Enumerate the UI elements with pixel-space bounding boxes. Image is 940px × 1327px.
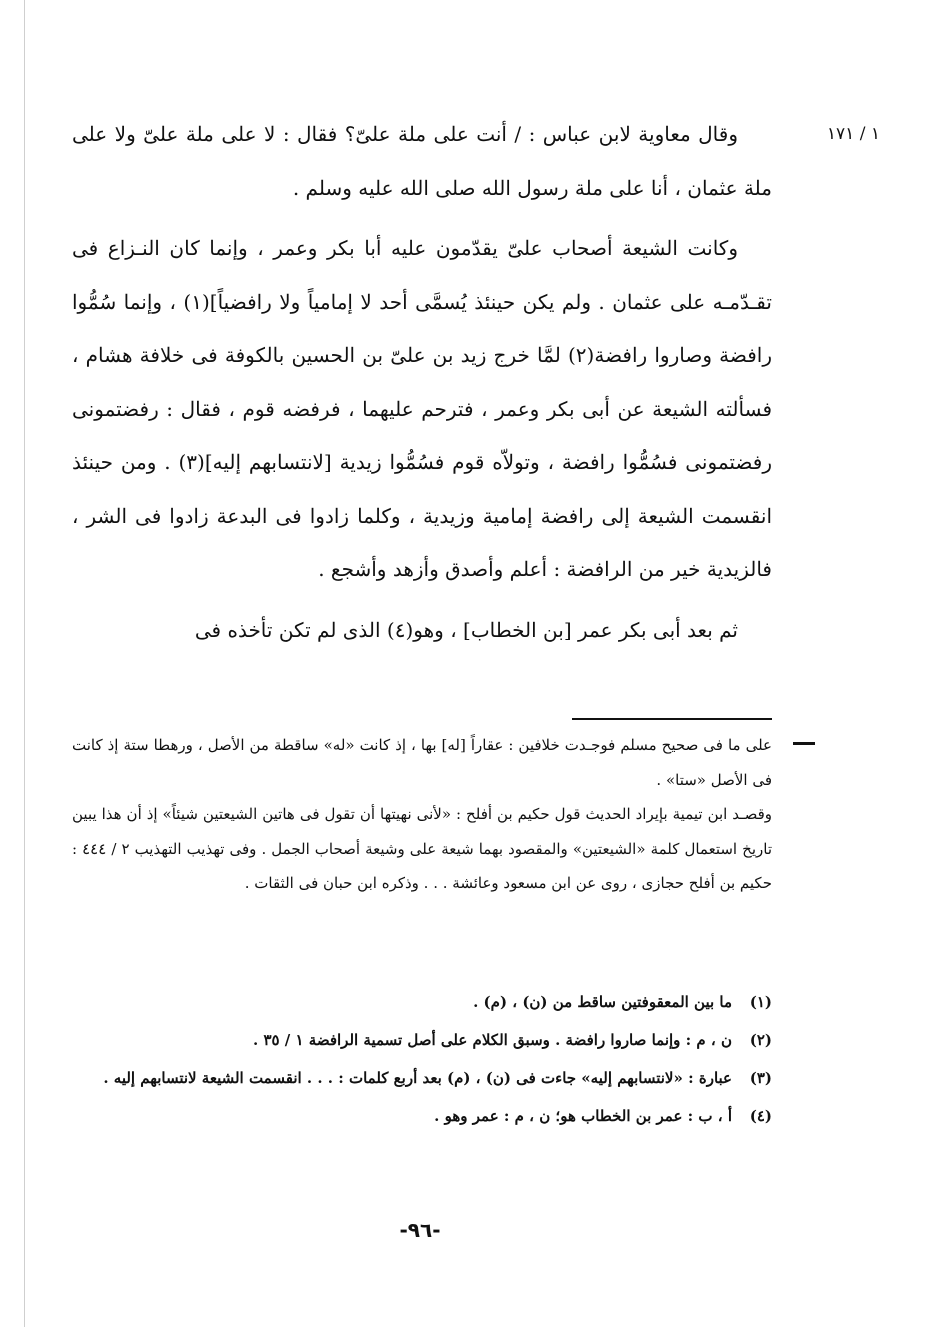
footnotes-list — [72, 985, 772, 1137]
footnote-text: أ ، ب : عمر بن الخطاب هو؛ ن ، م : عمر وهو . — [434, 1107, 732, 1125]
paragraph-3: ثم بعد أبى بكر عمر [بن الخطاب] ، وهو(٤) الذى لم تكن تأخذه فى — [194, 617, 738, 642]
footnote-text: عبارة : «لانتسابهم إليه» جاءت فى (ن) ، (م) بعد أربع كلمات : . . . انقسمت الشيعة لانتسابهم إليه . — [103, 1069, 732, 1087]
paragraph-2: وكانت الشيعة أصحاب علىّ يقدّمون عليه أبا بكر وعمر ، وإنما كان النـزاع فى تقـدّمـه على عثمان . ولم يكن حينئذ يُسمَّى أحد لا إمامياً ولا رافضياً](١) ، وإنما سُمُّوا رافضة وصاروا رافضة(٢) لمَّا خرج زيد بن علىّ بن الحسين بالكوفة فى خلافة هشام ، فسألته الشيعة عن أبى بكر وعمر ، فترحم عليهما ، فرفضه قوم ، فقال : رفضتمونى رفضتمونى فسُمُّوا رافضة ، وتولاّه قوم فسُمُّوا زيدية [لانتسابهم إليه](٣) . ومن حينئذ انقسمت الشيعة إلى رافضة إمامية وزيدية ، وكلما زادوا فى البدعة زادوا فى الشر ، فالزيدية خير من الرافضة : أعلم وأصدق وأزهد وأشجع . — [72, 236, 773, 581]
continued-footnote — [72, 728, 772, 901]
paragraph-1: وقال معاوية لابن عباس : / أنت على ملة علىّ؟ فقال : لا على ملة علىّ ولا على ملة عثمان ، أنا على ملة رسول الله صلى الله عليه وسلم . — [72, 122, 772, 200]
continuation-dash — [793, 742, 815, 745]
footnote-number: (١) — [749, 993, 772, 1011]
page-edge-line — [24, 0, 25, 1327]
footnote-text: ن ، م : وإنما صاروا رافضة . وسبق الكلام على أصل تسمية الرافضة ١ / ٣٥ . — [252, 1031, 732, 1049]
continued-footnote-line-2: وقصـد ابن تيمية بإيراد الحديث قول حكيم بن أفلح : «لأنى نهيتها أن تقول فى هاتين الشيعتين شيئاً» إذ أن هذا يبين تاريخ استعمال كلمة «الشيعتين» والمقصود بهما شيعة على وشيعة أصحاب الجمل . وفى تهذيب التهذيب ٢ / ٤٤٤ : حكيم بن أفلح حجازى ، روى عن ابن مسعود وعائشة . . . وذكره ابن حبان فى الثقات . — [72, 805, 772, 892]
page-number: -٩٦- — [399, 1218, 441, 1242]
footnote-number: (٣) — [749, 1069, 772, 1087]
continued-footnote-line-1: على ما فى صحيح مسلم فوجـدت خلافين : عقاراً [له] بها ، إذ كانت «له» ساقطة من الأصل ، ورهطا ستة إذ كانت فى الأصل «ستا» . — [72, 736, 772, 789]
footnote-1 — [72, 985, 772, 1019]
footnote-separator — [572, 718, 772, 720]
margin-reference: ١ / ١٧١ — [826, 124, 880, 144]
footnote-2 — [72, 1023, 772, 1057]
main-text — [72, 108, 772, 657]
footnote-3 — [72, 1061, 772, 1095]
footnote-text: ما بين المعقوفتين ساقط من (ن) ، (م) . — [473, 993, 732, 1011]
footnote-number: (٤) — [749, 1107, 772, 1125]
footnote-number: (٢) — [749, 1031, 772, 1049]
footnote-4 — [72, 1099, 772, 1133]
